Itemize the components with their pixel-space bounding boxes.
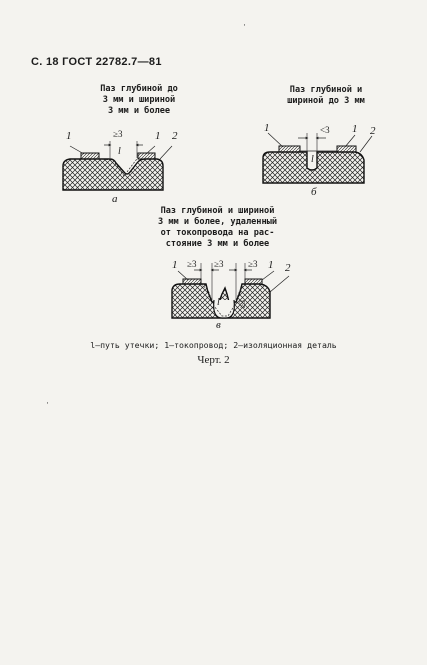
figure-b-drawing xyxy=(263,133,372,183)
figure-c-drawing xyxy=(172,263,289,318)
conductor-c-left xyxy=(183,279,201,284)
path-label-c: l xyxy=(217,297,220,308)
dimension-c-groove: ≥3 xyxy=(214,259,224,269)
callout-b-2: 2 xyxy=(370,125,376,137)
page-header: С. 18 ГОСТ 22782.7—81 xyxy=(31,56,162,68)
figure-a-caption: Паз глубиной до 3 мм и шириной 3 мм и более xyxy=(100,84,178,116)
dimension-c-left: ≥3 xyxy=(187,259,197,269)
callout-a-2: 2 xyxy=(172,130,178,142)
scan-speck: · xyxy=(243,20,246,30)
scan-speck: · xyxy=(46,398,49,408)
dimension-a: ≥3 xyxy=(113,129,123,139)
depth-dimension-c: ≥3 xyxy=(238,300,247,309)
dimension-b: <3 xyxy=(320,125,330,135)
legend: l—путь утечки; 1—токопровод; 2—изоляционная деталь xyxy=(90,340,337,350)
callout-c-1-left: 1 xyxy=(172,259,178,271)
callout-b-1-right: 1 xyxy=(352,123,358,135)
figure-a-label: а xyxy=(112,193,118,205)
conductor-c-right xyxy=(245,279,262,284)
callout-c-2: 2 xyxy=(285,262,291,274)
figure-c-caption: Паз глубиной и шириной 3 мм и более, удаленный от токопровода на рас- стояние 3 мм и более xyxy=(158,206,277,249)
figure-b-caption: Паз глубиной и шириной до 3 мм xyxy=(287,85,365,106)
insulating-part-a xyxy=(63,159,163,190)
figure-number: Черт. 2 xyxy=(197,354,230,366)
figure-c-label: в xyxy=(216,319,221,331)
callout-c-1-right: 1 xyxy=(268,259,274,271)
dimension-c-right: ≥3 xyxy=(248,259,258,269)
figure-b-label: б xyxy=(311,186,317,198)
path-label-b: l xyxy=(311,154,314,165)
conductor-b-right xyxy=(337,146,356,152)
callout-b-1-left: 1 xyxy=(264,122,270,134)
path-label-a: l xyxy=(118,146,121,157)
callout-a-1-left: 1 xyxy=(66,130,72,142)
callout-a-1-right: 1 xyxy=(155,130,161,142)
conductor-b-left xyxy=(279,146,300,152)
